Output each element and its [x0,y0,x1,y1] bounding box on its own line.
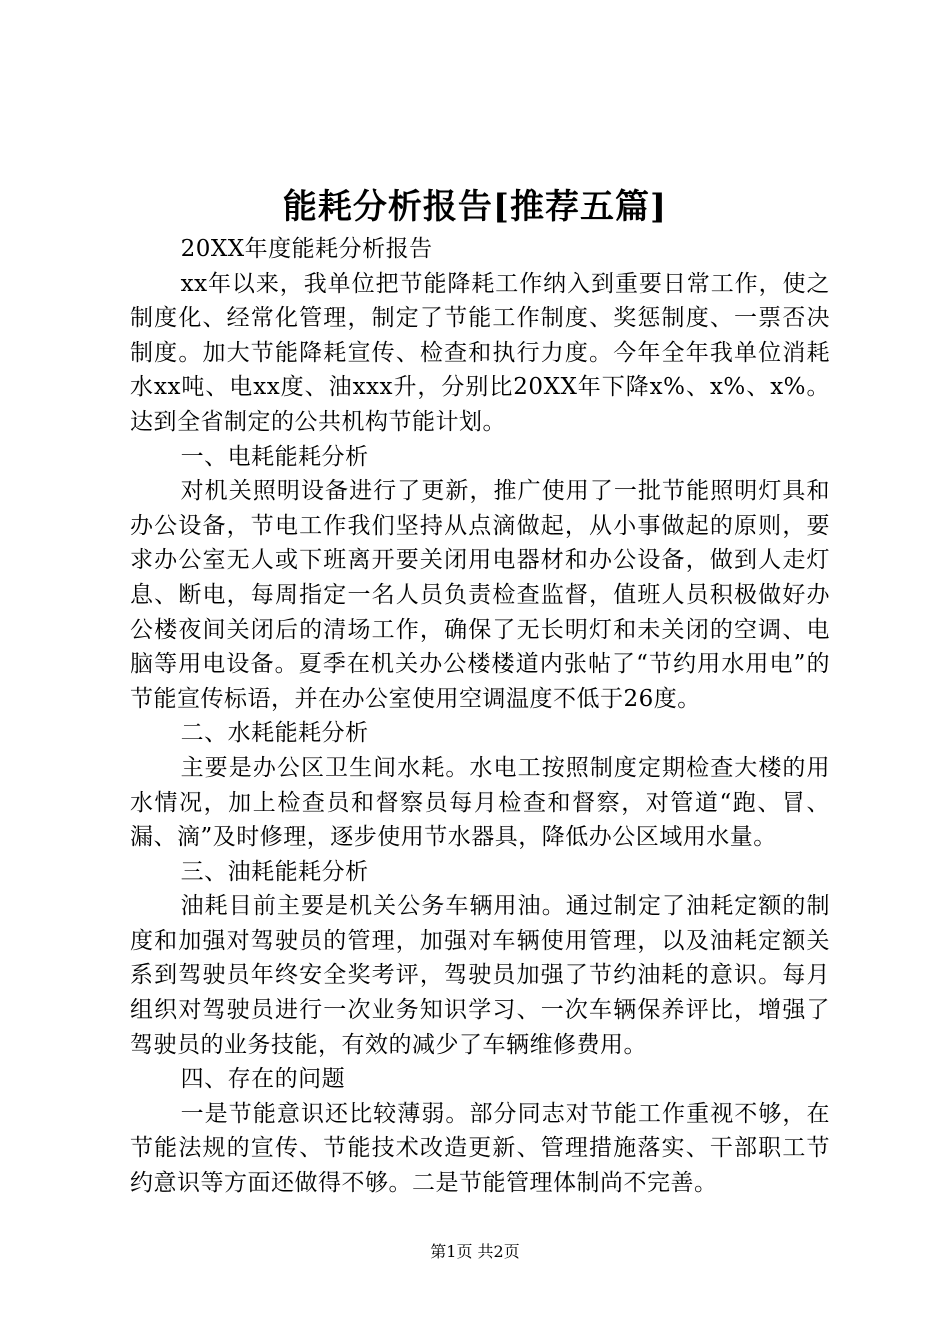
paragraph-intro: xx年以来，我单位把节能降耗工作纳入到重要日常工作，使之制度化、经常化管理，制定了节能工作制度、奖惩制度、一票否决制度。加大节能降耗宣传、检查和执行力度。今年全年我单位消耗水xx吨、电xx度、油xxx升，分别比20XX年下降x%、x%、x%。达到全省制定的公共机构节能计划。 [130,270,830,435]
paragraph-electricity: 对机关照明设备进行了更新，推广使用了一批节能照明灯具和办公设备，节电工作我们坚持从点滴做起，从小事做起的原则，要求办公室无人或下班离开要关闭用电器材和办公设备，做到人走灯息、断电，每周指定一名人员负责检查监督，值班人员积极做好办公楼夜间关闭后的清场工作，确保了无长明灯和未关闭的空调、电脑等用电设备。夏季在机关办公楼楼道内张帖了“节约用水用电”的节能宣传标语，并在办公室使用空调温度不低于26度。 [130,478,830,712]
paragraph-oil: 油耗目前主要是机关公务车辆用油。通过制定了油耗定额的制度和加强对驾驶员的管理，加强对车辆使用管理，以及油耗定额关系到驾驶员年终安全奖考评，驾驶员加强了节约油耗的意识。每月组织对驾驶员进行一次业务知识学习、一次车辆保养评比，增强了驾驶员的业务技能，有效的减少了车辆维修费用。 [130,893,830,1058]
document-body [130,232,830,1201]
section-heading-water: 二、水耗能耗分析 [180,720,369,747]
paragraph-problems: 一是节能意识还比较薄弱。部分同志对节能工作重视不够，在节能法规的宣传、节能技术改造更新、管理措施落实、干部职工节约意识等方面还做得不够。二是节能管理体制尚不完善。 [130,1100,830,1197]
document-title: 能耗分析报告[推荐五篇] [282,187,668,227]
section-heading-electricity: 一、电耗能耗分析 [180,443,369,470]
paragraph-water: 主要是办公区卫生间水耗。水电工按照制度定期检查大楼的用水情况，加上检查员和督察员每月检查和督察，对管道“跑、冒、漏、滴”及时修理，逐步使用节水器具，降低办公区域用水量。 [130,754,830,851]
section-heading-problems: 四、存在的问题 [180,1066,346,1093]
section-heading-oil: 三、油耗能耗分析 [180,858,369,885]
page-number-footer: 第1页 共2页 [430,1242,520,1261]
report-subtitle: 20XX年度能耗分析报告 [180,236,433,262]
